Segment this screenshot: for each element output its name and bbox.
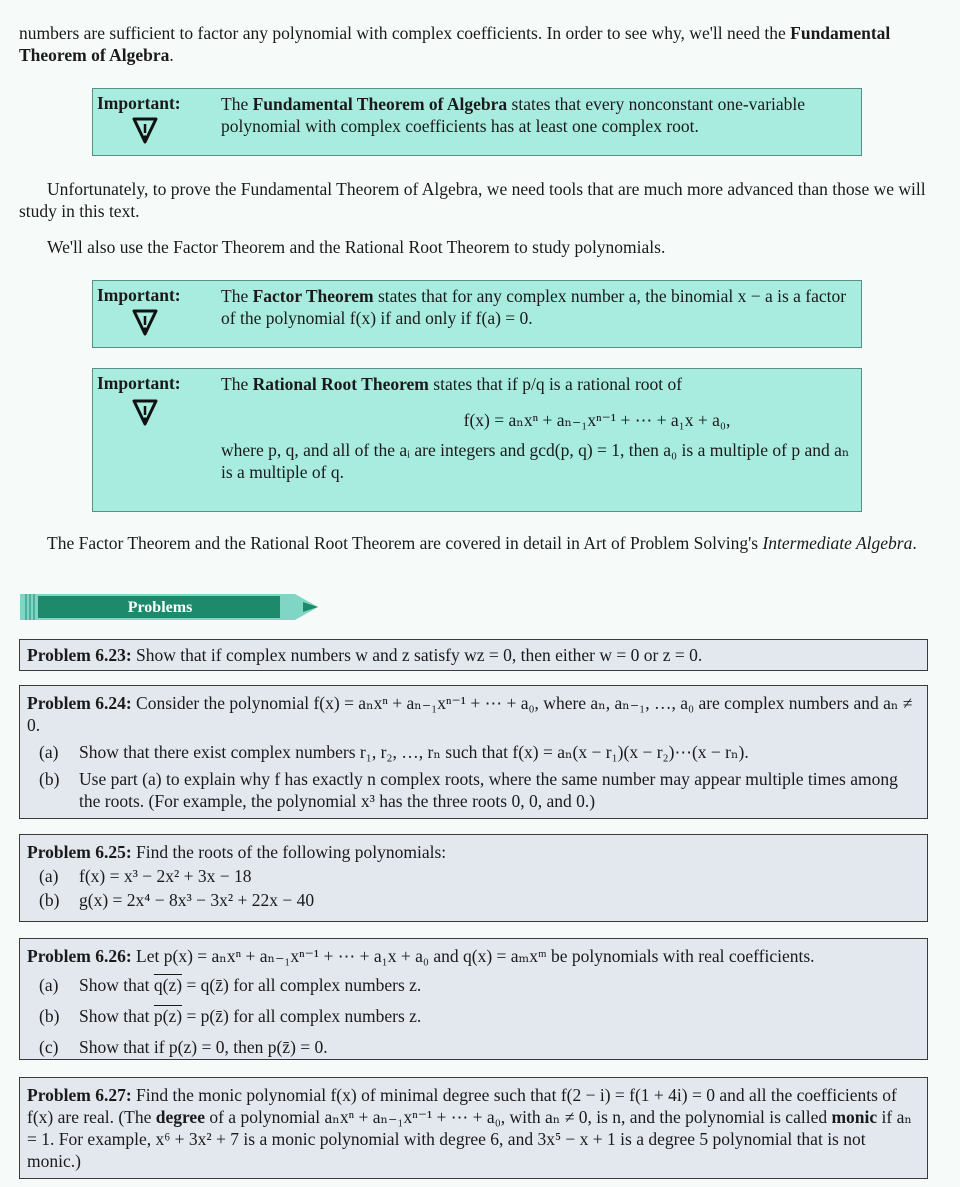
- fta-post: states that every nonconstant one-variable polynomial with complex coefficients has at least one complex root.: [221, 94, 806, 136]
- factor-post: states that for any complex number a, the binomial x − a is a factor of the polynomial f(x) if and only if f(a) = 0.: [221, 286, 847, 328]
- part-label: (b): [39, 1006, 60, 1026]
- problem-title: Problem 6.27:: [27, 1085, 132, 1105]
- problem-part: [27, 1036, 920, 1058]
- problem-text: Find the roots of the following polynomials:: [136, 842, 447, 862]
- problem-part: [27, 865, 920, 887]
- covered-text: The Factor Theorem and the Rational Root Theorem are covered in detail in Art of Problem Solving's: [47, 533, 759, 553]
- paragraph-unfortunately: Unfortunately, to prove the Fundamental Theorem of Algebra, we need tools that are much more advanced than those we will study in this text.: [19, 179, 926, 221]
- important-label: Important:: [97, 93, 181, 113]
- rrt-pre: The: [221, 374, 249, 394]
- problem-title: Problem 6.25:: [27, 842, 132, 862]
- problem-title: Problem 6.23:: [27, 645, 132, 665]
- term-monic: monic: [831, 1107, 878, 1127]
- intro-paragraph: [19, 22, 939, 66]
- part-text-pre: Show that: [79, 975, 150, 995]
- problem-text: Consider the polynomial f(x) = aₙxⁿ + aₙ₋₁xⁿ⁻¹ + ⋯ + a₀, where aₙ, aₙ₋₁, …, a₀ are complex numbers and aₙ ≠ 0.: [27, 693, 913, 735]
- part-text: Show that there exist complex numbers r₁, r₂, …, rₙ such that f(x) = aₙ(x − r₁)(x − r₂)⋯(x − rₙ).: [79, 742, 749, 762]
- banner-label: Problems: [127, 599, 193, 616]
- book-title: Intermediate Algebra: [762, 533, 913, 553]
- part-text-post: = q(z̄) for all complex numbers z.: [186, 975, 422, 995]
- part-label: (a): [39, 975, 59, 995]
- rrt-statement: [221, 373, 853, 483]
- problem-part: [27, 768, 920, 812]
- intro-period: .: [169, 45, 174, 65]
- problem-6-27: [19, 1077, 928, 1179]
- warning-icon: [131, 397, 159, 427]
- important-label: Important:: [97, 285, 181, 305]
- part-text-pre: Show that: [79, 1006, 150, 1026]
- rrt-post: states that if p/q is a rational root of: [433, 374, 683, 394]
- fta-pre: The: [221, 94, 249, 114]
- intro-bold-term: Fundamental Theorem of Algebra: [19, 23, 891, 65]
- warning-icon: [131, 307, 159, 337]
- important-label: Important:: [97, 373, 181, 393]
- problem-part: [27, 1005, 920, 1027]
- conjugate-expression: p(z): [153, 1006, 183, 1026]
- problem-6-23: [19, 639, 928, 671]
- important-box-rrt: [92, 368, 862, 512]
- problem-text: Let p(x) = aₙxⁿ + aₙ₋₁xⁿ⁻¹ + ⋯ + a₁x + a₀ and q(x) = aₘxᵐ be polynomials with real coefficients.: [136, 946, 815, 966]
- part-label: (b): [39, 890, 60, 910]
- problem-text: Show that if complex numbers w and z satisfy wz = 0, then either w = 0 or z = 0.: [136, 645, 703, 665]
- problem-part: [27, 889, 920, 911]
- important-box-factor: [92, 280, 862, 348]
- intro-text: numbers are sufficient to factor any polynomial with complex coefficients. In order to see why, we'll need the: [19, 23, 786, 43]
- part-label: (a): [39, 866, 59, 886]
- fta-bold: Fundamental Theorem of Algebra: [252, 94, 508, 114]
- problem-6-24: [19, 685, 928, 819]
- problem-part: [27, 741, 920, 763]
- part-text-post: = p(z̄) for all complex numbers z.: [186, 1006, 422, 1026]
- problem-text-pre: Find the monic polynomial f(x) of minimal degree such that f(2 − i) = f(1 + 4i) = 0 and all the coefficients of f(x) are real. (The: [27, 1085, 897, 1127]
- problem-text-post: if aₙ = 1. For example, x⁶ + 3x² + 7 is a monic polynomial with degree 6, and 3x⁵ − x + 1 is a degree 5 polynomial that is not monic.): [27, 1107, 912, 1171]
- part-label: (c): [39, 1037, 59, 1057]
- part-text: Show that if p(z) = 0, then p(z̄) = 0.: [79, 1037, 328, 1057]
- problem-6-26: [19, 938, 928, 1060]
- rrt-equation: f(x) = aₙxⁿ + aₙ₋₁xⁿ⁻¹ + ⋯ + a₁x + a₀,: [463, 410, 731, 430]
- conjugate-expression: q(z): [153, 975, 183, 995]
- part-text: f(x) = x³ − 2x² + 3x − 18: [79, 866, 252, 886]
- paragraph-also: We'll also use the Factor Theorem and the Rational Root Theorem to study polynomials.: [47, 237, 666, 257]
- rrt-intro: [221, 373, 853, 395]
- part-label: (a): [39, 742, 59, 762]
- problem-6-25: [19, 834, 928, 922]
- warning-icon: [131, 115, 159, 145]
- problems-banner: [20, 592, 320, 622]
- important-box-fta: [92, 88, 862, 156]
- rrt-tail: where p, q, and all of the aᵢ are integers and gcd(p, q) = 1, then a₀ is a multiple of p and aₙ is a multiple of q.: [221, 440, 850, 482]
- factor-bold: Factor Theorem: [252, 286, 374, 306]
- problem-part: [27, 974, 920, 996]
- term-degree: degree: [155, 1107, 205, 1127]
- factor-statement: [221, 285, 853, 329]
- rrt-bold: Rational Root Theorem: [252, 374, 429, 394]
- part-text: g(x) = 2x⁴ − 8x³ − 3x² + 22x − 40: [79, 890, 315, 910]
- fta-statement: [221, 93, 853, 137]
- problem-title: Problem 6.26:: [27, 946, 132, 966]
- covered-end: .: [912, 533, 917, 553]
- problem-text-mid: of a polynomial aₙxⁿ + aₙ₋₁xⁿ⁻¹ + ⋯ + a₀, with aₙ ≠ 0, is n, and the polynomial is called: [209, 1107, 828, 1127]
- problem-title: Problem 6.24:: [27, 693, 132, 713]
- paragraph-covered: [19, 532, 939, 554]
- part-text: Use part (a) to explain why f has exactly n complex roots, where the same number may appear multiple times among the roots. (For example, the polynomial x³ has the three roots 0, 0, and 0.): [79, 769, 898, 811]
- factor-pre: The: [221, 286, 249, 306]
- part-label: (b): [39, 769, 60, 789]
